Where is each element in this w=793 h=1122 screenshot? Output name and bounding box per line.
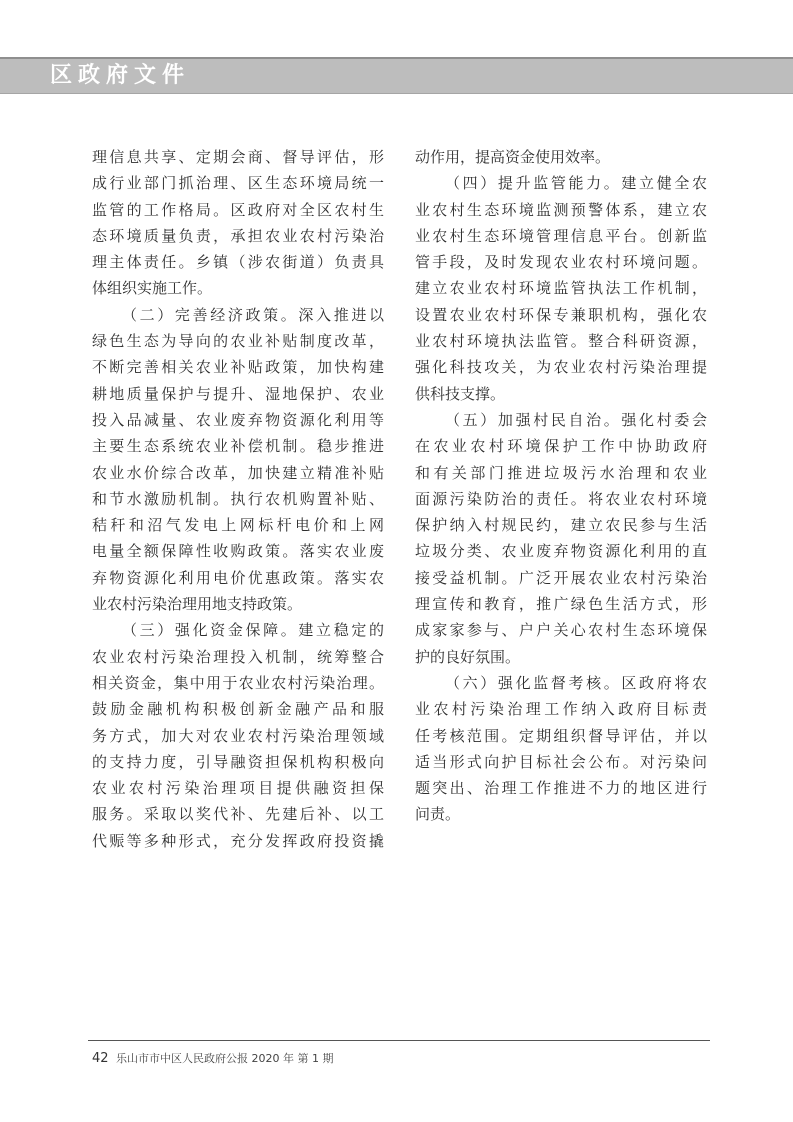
header-band xyxy=(0,57,793,94)
left-column xyxy=(92,144,384,854)
text-line: 业农村污染治理用地支持政策。 xyxy=(92,595,303,614)
section-heading-line: （三）强化资金保障。建立稳定的 xyxy=(122,621,384,640)
text-line: 业农村环境执法监管。整合科研资源， xyxy=(415,332,707,351)
text-line: 动作用，提高资金使用效率。 xyxy=(415,148,611,166)
text-line: 服务。采取以奖代补、先建后补、以工 xyxy=(92,805,384,824)
text-line: 护的良好氛围。 xyxy=(415,647,521,666)
text-line: 理主体责任。乡镇（涉农街道）负责具 xyxy=(92,253,384,272)
section-heading-line: （二）完善经济政策。深入推进以 xyxy=(122,305,384,324)
text-line: 建立农业农村环境监管执法工作机制， xyxy=(415,279,707,298)
text-line: 在农业农村环境保护工作中协助政府 xyxy=(415,437,707,456)
text-line: 成家家参与、户户关心农村生态环境保 xyxy=(415,621,707,640)
section-heading-line: （六）强化监督考核。区政府将农 xyxy=(445,673,707,692)
text-line: 业农村生态环境监测预警体系，建立农 xyxy=(415,200,707,219)
text-line: 管手段，及时发现农业农村环境问题。 xyxy=(415,253,707,272)
text-line: 态环境质量负责，承担农业农村污染治 xyxy=(92,226,384,245)
text-line: 电量全额保障性收购政策。落实农业废 xyxy=(92,542,384,561)
text-line: 弃物资源化利用电价优惠政策。落实农 xyxy=(92,568,384,587)
section-heading-line: （五）加强村民自治。强化村委会 xyxy=(445,410,707,429)
text-line: 代赈等多种形式，充分发挥政府投资撬 xyxy=(92,831,384,850)
text-line: 绿色生态为导向的农业补贴制度改革， xyxy=(92,332,384,351)
page-number: 42 xyxy=(92,1051,109,1066)
text-line: 体组织实施工作。 xyxy=(92,279,213,298)
text-line: 农业水价综合改革，加快建立精准补贴 xyxy=(92,463,384,482)
text-line: 供科技支撑。 xyxy=(415,384,506,403)
text-line: 强化科技攻关，为农业农村污染治理提 xyxy=(415,358,707,377)
text-line: 主要生态系统农业补偿机制。稳步推进 xyxy=(92,437,384,456)
section-title: 区政府文件 xyxy=(50,63,191,88)
footer-divider xyxy=(88,1040,710,1041)
text-line: 相关资金，集中用于农业农村污染治理。 xyxy=(92,673,384,692)
text-line: 耕地质量保护与提升、湿地保护、农业 xyxy=(92,384,384,403)
right-column xyxy=(415,144,707,828)
text-line: 垃圾分类、农业废弃物资源化利用的直 xyxy=(415,542,707,561)
section-heading-line: （四）提升监管能力。建立健全农 xyxy=(445,174,707,193)
text-line: 和有关部门推进垃圾污水治理和农业 xyxy=(415,463,707,482)
publication-info: 乐山市市中区人民政府公报 2020 年 第 1 期 xyxy=(116,1052,334,1065)
text-line: 和节水激励机制。执行农机购置补贴、 xyxy=(92,489,384,508)
text-line: 的支持力度，引导融资担保机构积极向 xyxy=(92,752,384,771)
text-line: 务方式，加大对农业农村污染治理领域 xyxy=(92,726,384,745)
text-line: 业农村污染治理工作纳入政府目标责 xyxy=(415,700,707,719)
text-line: 业农村生态环境管理信息平台。创新监 xyxy=(415,226,707,245)
text-line: 适当形式向护目标社会公布。对污染问 xyxy=(415,752,707,771)
text-line: 投入品减量、农业废弃物资源化利用等 xyxy=(92,410,384,429)
text-line: 任考核范围。定期组织督导评估，并以 xyxy=(415,726,707,745)
text-line: 鼓励金融机构积极创新金融产品和服 xyxy=(92,700,384,719)
text-line: 不断完善相关农业补贴政策，加快构建 xyxy=(92,358,384,377)
text-line: 监管的工作格局。区政府对全区农村生 xyxy=(92,200,384,219)
text-line: 题突出、治理工作推进不力的地区进行 xyxy=(415,779,707,798)
text-line: 接受益机制。广泛开展农业农村污染治 xyxy=(415,568,707,587)
text-line: 设置农业农村环保专兼职机构，强化农 xyxy=(415,305,707,324)
text-line: 理信息共享、定期会商、督导评估，形 xyxy=(92,148,384,166)
page-footer xyxy=(92,1050,334,1066)
text-line: 面源污染防治的责任。将农业农村环境 xyxy=(415,489,707,508)
text-line: 成行业部门抓治理、区生态环境局统一 xyxy=(92,174,384,193)
text-line: 秸秆和沼气发电上网标杆电价和上网 xyxy=(92,516,384,535)
text-line: 农业农村污染治理投入机制，统筹整合 xyxy=(92,647,384,666)
text-line: 保护纳入村规民约，建立农民参与生活 xyxy=(415,516,707,535)
text-line: 问责。 xyxy=(415,805,461,824)
text-line: 农业农村污染治理项目提供融资担保 xyxy=(92,779,384,798)
text-line: 理宣传和教育，推广绿色生活方式，形 xyxy=(415,595,707,614)
